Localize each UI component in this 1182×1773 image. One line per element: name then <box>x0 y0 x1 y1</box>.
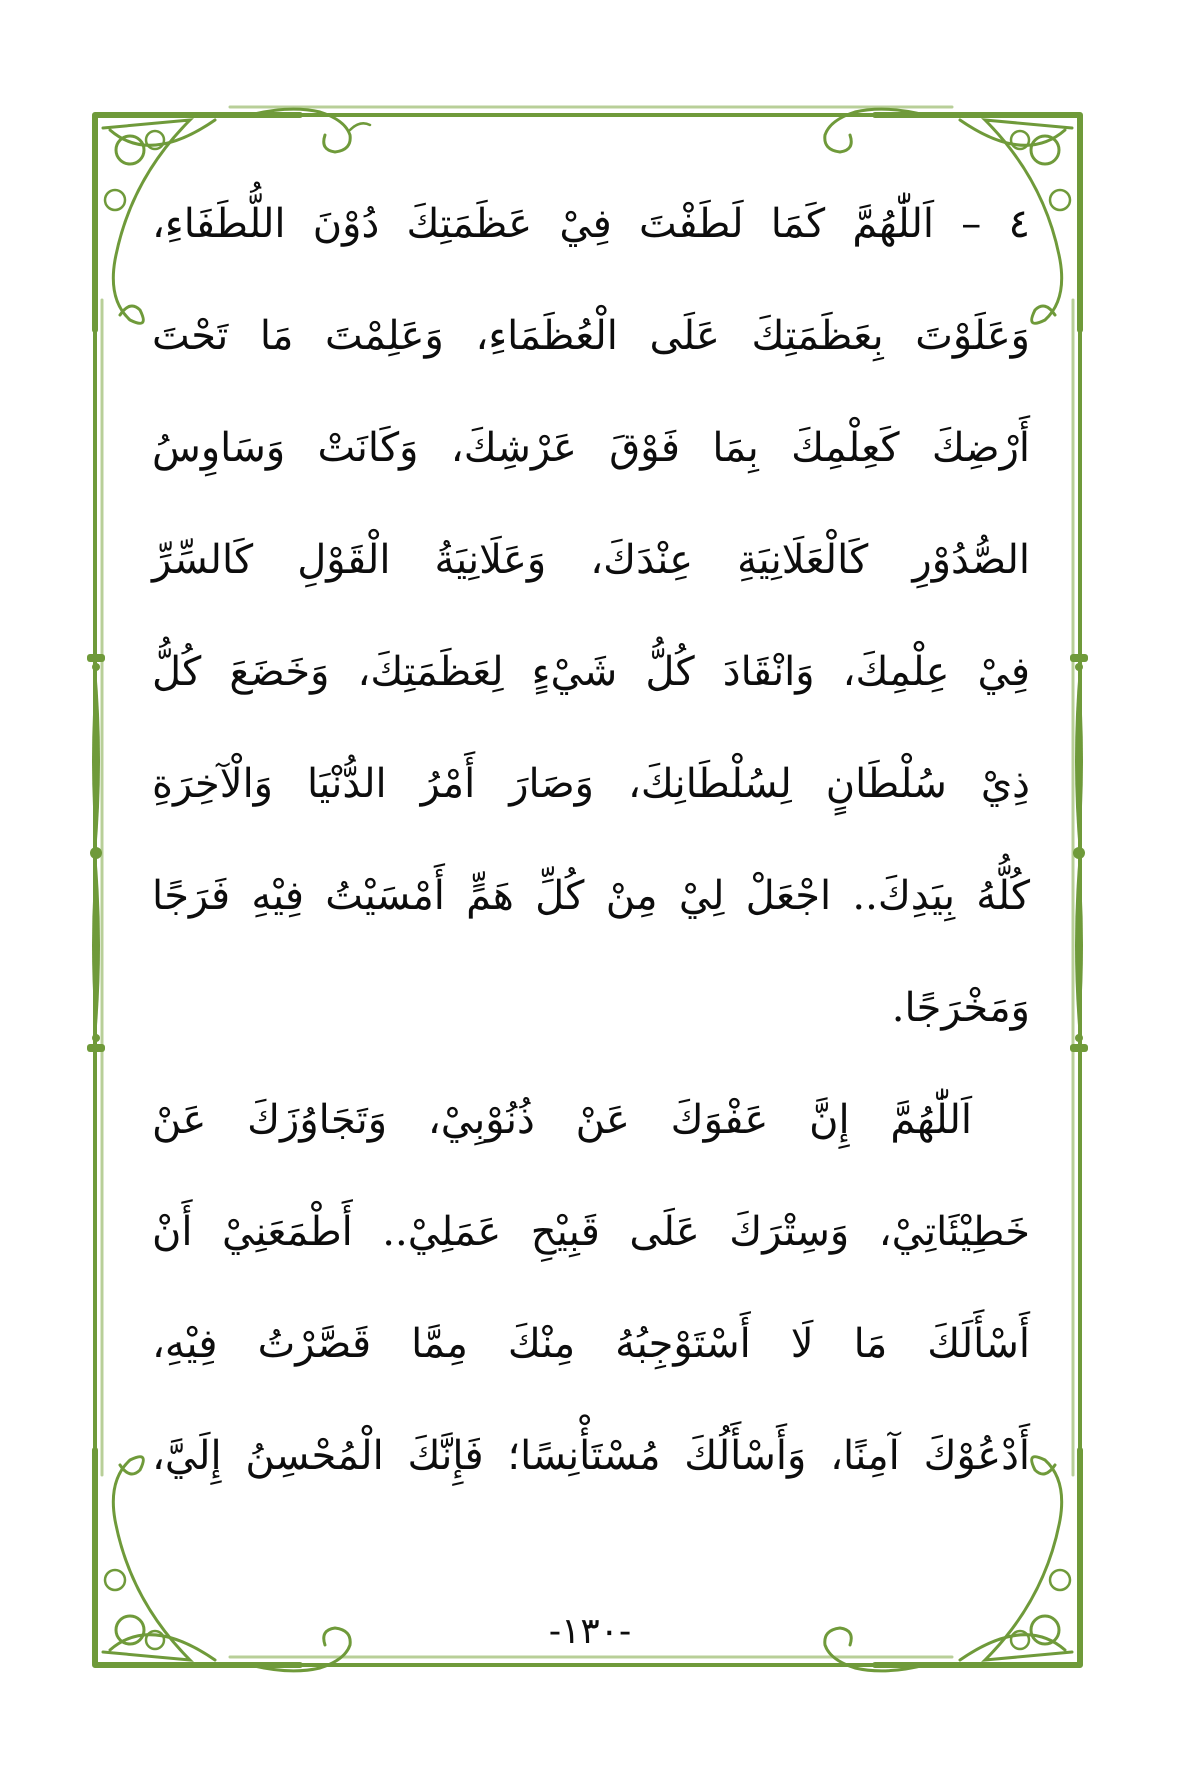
paragraph-2-line-1: اَللّٰهُمَّ إِنَّ عَفْوَكَ عَنْ ذُنُوْبِيْ، وَتَجَاوُزَكَ عَنْ <box>152 1097 972 1143</box>
prayer-4-line-7: كُلُّهُ بِيَدِكَ.. اجْعَلْ لِيْ مِنْ كُلِّ هَمٍّ أَمْسَيْتُ فِيْهِ فَرَجًا <box>152 873 1030 919</box>
prayer-4-line-8: وَمَخْرَجًا. <box>891 985 1030 1031</box>
prayer-4-line-5: فِيْ عِلْمِكَ، وَانْقَادَ كُلُّ شَيْءٍ لِعَظَمَتِكَ، وَخَضَعَ كُلُّ <box>152 649 1030 695</box>
prayer-4-line-1: ٤ – اَللّٰهُمَّ كَمَا لَطَفْتَ فِيْ عَظَمَتِكَ دُوْنَ اللُّطَفَاءِ، <box>152 201 1030 247</box>
page-number: -١٣٠- <box>548 1611 632 1652</box>
paragraph-2-line-3: أَسْأَلَكَ مَا لَا أَسْتَوْجِبُهُ مِنْكَ مِمَّا قَصَّرْتُ فِيْهِ، <box>152 1321 1030 1367</box>
paragraph-2-line-4: أَدْعُوْكَ آمِنًا، وَأَسْأَلُكَ مُسْتَأْنِسًا؛ فَإِنَّكَ الْمُحْسِنُ إِلَيَّ، <box>152 1433 1030 1479</box>
prayer-4-line-4: الصُّدُوْرِ كَالْعَلَانِيَةِ عِنْدَكَ، وَعَلَانِيَةُ الْقَوْلِ كَالسِّرِّ <box>152 537 1030 583</box>
prayer-text-body <box>152 168 1030 1512</box>
paragraph-2-line-2: خَطِيْئَاتِيْ، وَسِتْرَكَ عَلَى قَبِيْحِ عَمَلِيْ.. أَطْمَعَنِيْ أَنْ <box>152 1209 1030 1255</box>
prayer-4-line-3: أَرْضِكَ كَعِلْمِكَ بِمَا فَوْقَ عَرْشِكَ، وَكَانَتْ وَسَاوِسُ <box>152 425 1030 471</box>
prayer-4-line-2: وَعَلَوْتَ بِعَظَمَتِكَ عَلَى الْعُظَمَاءِ، وَعَلِمْتَ مَا تَحْتَ <box>152 313 1030 359</box>
prayer-4-line-6: ذِيْ سُلْطَانٍ لِسُلْطَانِكَ، وَصَارَ أَمْرُ الدُّنْيَا وَالْآخِرَةِ <box>152 761 1030 807</box>
